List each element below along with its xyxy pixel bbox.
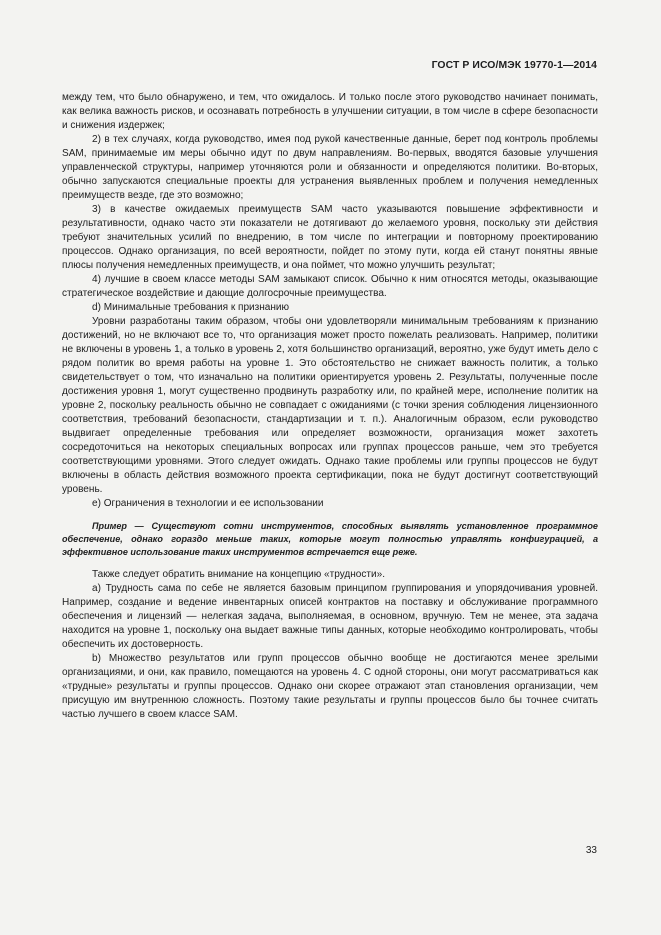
paragraph-difficulty: Также следует обратить внимание на концепцию «трудности». bbox=[92, 569, 386, 580]
paragraph-item-a: a) Трудность сама по себе не является базовым принципом группирования и упорядочивания уровней. Например, создание и ведение инвентарных описей контрактов на поставку и обслуживание программного обеспечения и лицензий — нелегкая задача, выполняемая, в основном, вручную. Тем не менее, эта задача находится на уровне 1, поскольку она выдает важные типы данных, которые необходимо контролировать, чтобы обеспечить их достоверность. bbox=[62, 583, 598, 650]
paragraph-item-3: 3) в качестве ожидаемых преимуществ SAM часто указываются повышение эффективности и результативности, однако часто эти показатели не дотягивают до желаемого уровня, поскольку эти действия требуют значительных усилий по внедрению, в том числе по интеграции и повторному проектированию процессов. Однако организация, по всей вероятности, пойдет по этому пути, когда ей станут понятны явные плюсы получения немедленных преимуществ, и она поймет, что можно улучшить результат; bbox=[62, 204, 598, 271]
paragraph-item-b: b) Множество результатов или групп процессов обычно вообще не достигаются менее зрелыми организациями, и они, как правило, помещаются на уровень 4. С одной стороны, они могут рассматриваться как «трудные» результаты и группы процессов. Однако они скорее отражают этап становления организации, чем присущую им внутреннюю сложность. Поэтому такие результаты и группы процессов было бы точнее считать частью лучшего в своем классе SAM. bbox=[62, 653, 598, 720]
section-heading-e: e) Ограничения в технологии и ее использовании bbox=[92, 498, 324, 509]
paragraph-item-4: 4) лучшие в своем классе методы SAM замыкают список. Обычно к ним относятся методы, оказывающие стратегическое воздействие и дающие долгосрочные преимущества. bbox=[62, 274, 598, 299]
document-body bbox=[62, 91, 598, 722]
section-heading-d: d) Минимальные требования к признанию bbox=[92, 302, 290, 313]
page-number: 33 bbox=[585, 845, 597, 856]
paragraph-levels: Уровни разработаны таким образом, чтобы они удовлетворяли минимальным требованиям к признанию достижений, но не включают все то, что организация может просто пожелать реализовать. Например, политики не включены в уровень 1, а только в уровень 2, хотя большинство организаций, вероятно, уже будут иметь дело с рядом политик во время работы на уровне 1. Это обстоятельство не снижает важность политик, а только свидетельствует о том, что изначально на политики ориентируется уровень 2. Результаты, полученные после достижения уровня 1, могут существенно продвинуть разработку или, по крайней мере, исполнение политик на уровне 2, поскольку реальность обычно не совпадает с ожиданиями (с точки зрения соблюдения лицензионного соответствия, требований безопасности, стандартизации и т. п.). Аналогичным образом, если руководство выдвигает определенные требования или определяет возможности, организация может захотеть сосредоточиться на некоторых специальных вопросах или группах процессов раньше, чем это требуется соответствующими уровнями. Этого следует ожидать. Однако такие проблемы или группы процессов не будут включены в область действия возможного проекта сертификации, пока не будут достигнут соответствующий уровень. bbox=[62, 316, 598, 495]
paragraph-item-2: 2) в тех случаях, когда руководство, имея под рукой качественные данные, берет под контроль проблемы SAM, принимаемые им меры обычно идут по двум направлениям. Во-первых, вводятся базовые улучшения управленческой структуры, например уточняются роли и обязанности и определяются политики. Во-вторых, обычно запускаются специальные проекты для устранения выявленных проблем и получения немедленных преимуществ везде, где это возможно; bbox=[62, 134, 598, 201]
example-note: Пример — Существуют сотни инструментов, способных выявлять установленное программное обеспечение, однако гораздо меньше таких, которые могут полностью управлять конфигурацией, а эффективное использование таких инструментов встречается еще реже. bbox=[62, 521, 598, 557]
document-header: ГОСТ Р ИСО/МЭК 19770-1—2014 bbox=[431, 60, 597, 71]
paragraph-continuation: между тем, что было обнаружено, и тем, что ожидалось. И только после этого руководство начинает понимать, как велика важность рисков, и осознавать потребность в улучшении ситуации, в том числе в сфере безопасности и снижения издержек; bbox=[62, 92, 598, 131]
